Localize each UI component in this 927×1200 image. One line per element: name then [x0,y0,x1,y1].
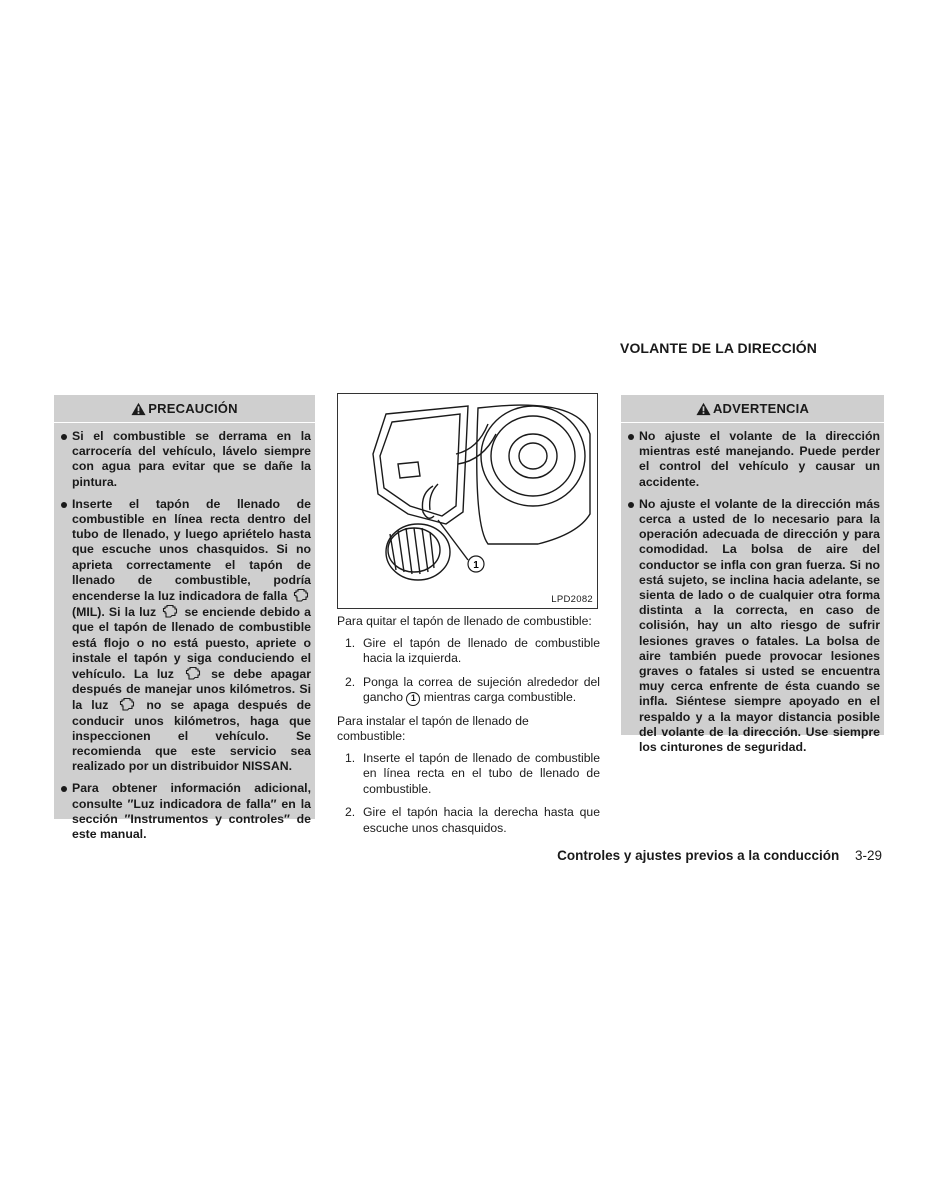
warning-item-text: No ajuste el volante de la dirección mientras esté manejando. Puede perder el control del vehículo y causar un accidente. [639,429,880,489]
step-number: 1. [345,750,356,765]
install-steps [337,751,600,837]
figure-callout-number: 1 [473,560,479,571]
caution-item-text: (MIL). Si la luz [72,605,157,620]
removal-steps [337,636,600,706]
engine-check-icon [162,604,178,618]
list-item [337,751,600,798]
caution-box [54,395,315,842]
caution-item [58,781,311,842]
step-number: 1. [345,635,356,650]
removal-intro: Para quitar el tapón de llenado de combustible: [337,614,592,628]
caution-title: PRECAUCIÓN [148,401,238,416]
warning-item [625,497,880,755]
install-intro: Para instalar el tapón de llenado de combustible: [337,713,529,743]
caution-item-text: se enciende debido a que el tapón de llenado de combustible está flojo o no está puesto, apriete o instale el tapón y siga conduciendo el vehículo. La luz [72,605,312,682]
step-text: Gire el tapón de llenado de combustible hacia la izquierda. [363,635,600,665]
engine-check-icon [119,697,135,711]
step-text: Gire el tapón hacia la derecha hasta que escuche unos chasquidos. [363,805,600,835]
figure-code: LPD2082 [551,594,593,605]
list-item [337,675,600,706]
step-text: Inserte el tapón de llenado de combustible en línea recta en el tubo de llenado de combustible. [363,750,600,796]
caution-item-text: Si el combustible se derrama en la carrocería del vehículo, lávelo siempre con agua para evitar que se dañe la pintura. [72,429,311,489]
caution-item-text: Inserte el tapón de llenado de combustible en línea recta dentro del tubo de llenado, y luego apriételo hasta que escuche unos chasquidos. Si no aprieta correctamente el tapón de llenado de combustible, podría encenderse la luz indicadora de falla [72,496,311,604]
warning-title: ADVERTENCIA [712,401,810,416]
warning-triangle-icon [131,402,146,416]
callout-reference: 1 [406,692,420,706]
step-number: 2. [345,805,356,819]
warning-item-text: No ajuste el volante de la dirección más cerca a usted de lo necesario para la operación adecuada de dirección y para comodidad. La bolsa de aire del conductor se infla con gran fuerza. Si no está sujeto, se inclina hacia adelante, se sienta de lado o de cualquier otra forma distinta a la correcta, en caso de colisión, hay un alto riesgo de sufrir lesiones graves o fatales. La bolsa de aire también puede provocar lesiones graves o fatales si usted se encuentra muy cerca enfrente de ésta cuando se infla. Siéntese siempre apoyado en el respaldo y a la mayor distancia posible del volante de la dirección. Use siempre los cinturones de seguridad. [639,496,880,755]
fuel-door-illustration [338,394,597,608]
engine-check-icon [185,666,201,680]
page-footer [557,848,882,863]
page-number: 3-29 [854,848,882,863]
list-item [337,805,600,836]
caution-item-text: no se apaga después de conducir unos kilómetros, haga que inspeccionen el vehículo. Se recomienda que este servicio sea realizado por un distribuidor NISSAN. [72,698,311,774]
warning-header [621,401,884,423]
caution-item [58,429,311,490]
fuel-cap-figure [337,393,598,609]
footer-section-title: Controles y ajustes previos a la conducción [557,848,840,863]
engine-check-icon [293,588,309,602]
caution-list [58,429,311,842]
step-text: Ponga la correa de sujeción alrededor del gancho [363,674,600,704]
section-title: VOLANTE DE LA DIRECCIÓN [620,340,818,356]
caution-item-text: Para obtener información adicional, consulte ″Luz indicadora de falla″ en la sección ″Instrumentos y controles″ de este manual. [72,781,311,842]
warning-triangle-icon [696,402,711,416]
fuel-cap-instructions [337,614,600,844]
caution-header [54,401,315,423]
list-item [337,636,600,667]
step-text: mientras carga combustible. [423,690,577,704]
caution-item-text: se debe apagar después de manejar unos kilómetros. Si la luz [72,667,311,713]
warning-box [621,395,884,755]
warning-list [625,429,880,755]
warning-item [625,429,880,490]
step-number: 2. [345,674,356,689]
caution-item [58,497,311,775]
